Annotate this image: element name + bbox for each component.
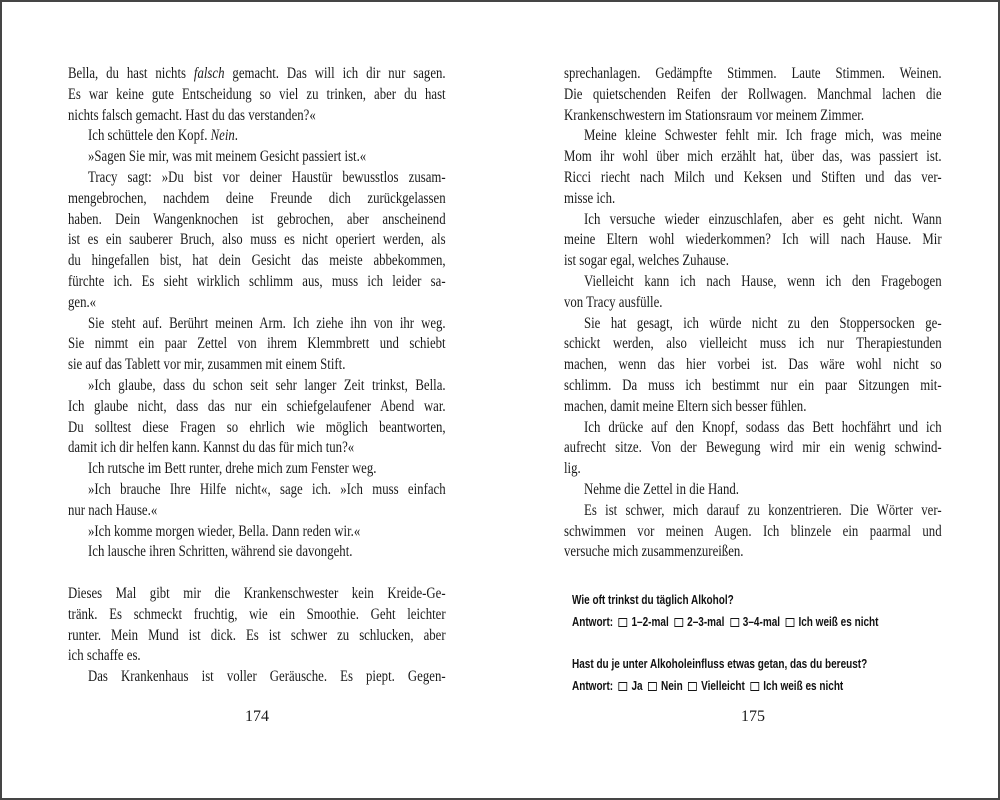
text-line: Es war keine gute Entscheidung so viel zu trinken, aber du hast (68, 85, 446, 103)
italic-text: falsch (193, 65, 225, 82)
text-line: nichts falsch gemacht. Hast du das verstanden?« (68, 106, 316, 124)
text-line: du hingefallen bist, hat dein Gesicht das meiste abbekommen, (68, 252, 446, 270)
page-right-text (564, 64, 942, 717)
text-line: damit ich dir helfen kann. Kannst du das für mich tun?« (68, 439, 355, 457)
questionnaire-answer (572, 611, 942, 633)
text-line: aufrecht sitze. Von der Bewegung wird mir ein wenig schwind- (564, 439, 942, 457)
text-line: Das Krankenhaus ist voller Geräusche. Es piept. Gegen- (88, 668, 446, 686)
answer-option: 2–3-mal (687, 615, 725, 630)
answer-option: Vielleicht (701, 679, 745, 694)
answer-option: Nein (661, 679, 683, 694)
text-line: versuche mich zusammenzureißen. (564, 543, 744, 561)
paragraph-break (68, 563, 446, 584)
text-line: Ricci riecht nach Milch und Keksen und Stiften und das ver- (564, 168, 942, 186)
text-line: Tracy sagt: »Du bist vor deiner Haustür bewusstlos zusam- (88, 168, 446, 186)
text-line: sprechanlagen. Gedämpfte Stimmen. Laute Stimmen. Weinen. (564, 65, 942, 82)
text-line: Sie nimmt ein paar Zettel von ihrem Klemmbrett und schiebt (68, 335, 446, 353)
checkbox-icon (750, 682, 759, 691)
text-line: Es ist schwer, mich darauf zu konzentrieren. Die Wörter ver- (584, 501, 942, 519)
questionnaire (564, 589, 942, 697)
text-line: sie auf das Tablett vor mir, zusammen mit einem Stift. (68, 356, 346, 374)
text-line: Mom ihr wohl über mich erzählt hat, über das, was passiert ist. (564, 148, 942, 166)
checkbox-icon (619, 618, 628, 627)
text-line: Du solltest diese Fragen so ehrlich wie möglich beantworten, (68, 418, 446, 436)
text-line: Ich rutsche im Bett runter, drehe mich zum Fenster weg. (88, 460, 377, 478)
text-line: schickt werden, also vielleicht muss ich nur Therapiestunden (564, 335, 942, 353)
text-line: tränk. Es schmeckt fruchtig, wie ein Smoothie. Geht leichter (68, 605, 446, 623)
checkbox-icon (688, 682, 697, 691)
text-line: »Ich komme morgen wieder, Bella. Dann reden wir.« (88, 522, 361, 540)
text-line: mengebrochen, nachdem deine Freunde dich zurückgelassen (68, 189, 446, 207)
checkbox-icon (674, 618, 683, 627)
text-line: Sie hat gesagt, ich würde nicht zu den Stoppersocken ge- (584, 314, 942, 332)
text-line: meine Eltern wohl wiederkommen? Ich will nach Hause. Mir (564, 231, 942, 249)
text-line: Meine kleine Schwester fehlt mir. Ich frage mich, was meine (584, 127, 942, 145)
text-line: »Ich brauche Ihre Hilfe nicht«, sage ich. »Ich muss einfach (88, 480, 446, 498)
text-line: Ich versuche wieder einzuschlafen, aber es geht nicht. Wann (584, 210, 942, 228)
text-line: ich schaffe es. (68, 647, 141, 665)
questionnaire-answer (572, 675, 942, 697)
text-line: Ich schüttele den Kopf. Nein. (88, 127, 238, 145)
text-line: schwimmen vor meinen Augen. Ich blinzele ein paarmal und (564, 522, 942, 540)
text-line: machen, wenn das hier vorbei ist. Das wäre wohl nicht so (564, 356, 942, 374)
checkbox-icon (786, 618, 795, 627)
page-number-left: 174 (245, 708, 269, 725)
text-line: von Tracy ausfülle. (564, 293, 663, 311)
text-line: Dieses Mal gibt mir die Krankenschwester kein Kreide-Ge- (68, 584, 446, 602)
questionnaire-block (572, 589, 942, 633)
text-line: ist es ein sauberer Bruch, also muss es nicht operiert werden, als (68, 231, 446, 249)
text-line: runter. Mein Mund ist dick. Es ist schwer zu schlucken, aber (68, 626, 446, 644)
text-line: haben. Dein Wangenknochen ist gebrochen, aber anscheinend (68, 210, 446, 228)
checkbox-icon (730, 618, 739, 627)
text-line: Vielleicht kann ich nach Hause, wenn ich den Fragebogen (584, 272, 942, 290)
text-line: »Ich glaube, dass du schon seit sehr langer Zeit trinkst, Bella. (88, 376, 446, 394)
text-line: lig. (564, 460, 581, 478)
text-line: gen.« (68, 293, 97, 311)
checkbox-icon (648, 682, 657, 691)
text-line: ist sogar egal, welches Zuhause. (564, 252, 729, 270)
text-line: misse ich. (564, 189, 616, 207)
checkbox-icon (619, 682, 628, 691)
text-line: schlimm. Da muss ich bestimmt nur ein paar Sitzungen mit- (564, 376, 942, 394)
text-line: fürchte ich. Es sieht wirklich schlimm aus, muss ich leider sa- (68, 272, 446, 290)
text-line: Ich glaube nicht, dass das nur ein schiefgelaufener Abend war. (68, 397, 446, 415)
page-number-right: 175 (741, 708, 765, 725)
text-line: »Sagen Sie mir, was mit meinem Gesicht passiert ist.« (88, 148, 367, 166)
text-line: Ich lausche ihren Schritten, während sie davongeht. (88, 543, 353, 561)
text-line: Sie steht auf. Berührt meinen Arm. Ich ziehe ihn von ihr weg. (88, 314, 446, 332)
italic-text: Nein (210, 127, 235, 145)
text-line: Nehme die Zettel in die Hand. (584, 480, 739, 498)
answer-option: 1–2-mal (631, 615, 669, 630)
answer-label: Antwort: (572, 615, 614, 630)
text-line: Ich drücke auf den Knopf, sodass das Bett hochfährt und ich (584, 418, 942, 436)
text-line: Bella, du hast nichts falsch gemacht. Das will ich dir nur sagen. (68, 65, 446, 82)
answer-option: Ich weiß es nicht (763, 679, 844, 694)
answer-label: Antwort: (572, 679, 614, 694)
text-line: nur nach Hause.« (68, 501, 158, 519)
questionnaire-question: Wie oft trinkst du täglich Alkohol? (572, 593, 734, 608)
questionnaire-question: Hast du je unter Alkoholeinfluss etwas getan, das du bereust? (572, 657, 868, 672)
answer-option: 3–4-mal (742, 615, 781, 630)
text-line: machen, damit meine Eltern sich besser fühlen. (564, 397, 807, 415)
text-line: Krankenschwestern im Stationsraum vor meinem Zimmer. (564, 106, 865, 124)
text-line: Die quietschenden Reifen der Rollwagen. Manchmal lachen die (564, 85, 942, 103)
page-left-text (68, 64, 446, 688)
answer-option: Ja (631, 679, 643, 694)
answer-option: Ich weiß es nicht (798, 615, 879, 630)
questionnaire-block (572, 653, 942, 697)
